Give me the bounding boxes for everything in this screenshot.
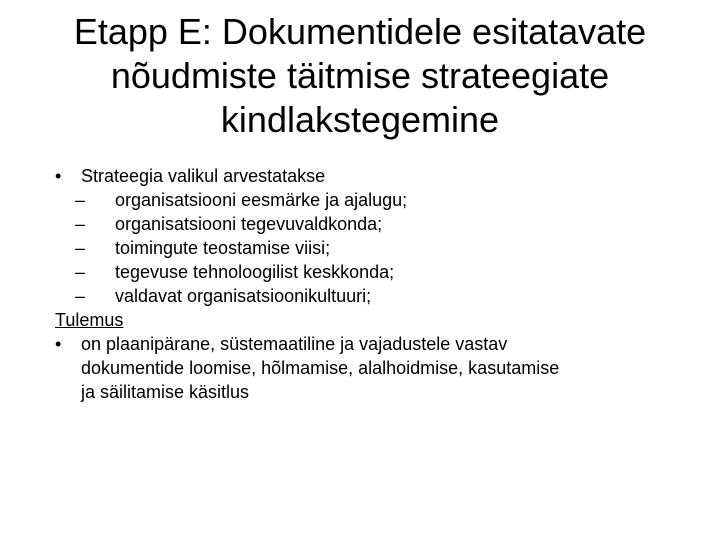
result-heading: Tulemus [55,310,124,330]
title-line-2: nõudmiste täitmise strateegiate [110,55,610,96]
sub-item-text: toimingute teostamise viisi; [115,238,331,258]
sub-item [55,188,695,212]
sub-item [55,260,695,284]
bullet-icon: • [55,166,62,186]
bullet-item-strategy [55,164,695,188]
title-line-3: kindlakstegemine [220,99,500,140]
result-line-3: ja säilitamise käsitlus [81,382,250,402]
result-line-1: on plaanipärane, süstemaatiline ja vajadustele vastav [81,334,508,354]
bullet-item-result [55,332,695,404]
sub-item-text: organisatsiooni tegevuvaldkonda; [115,214,383,234]
bullet-text: Strateegia valikul arvestatakse [81,166,326,186]
sub-item [55,236,695,260]
sub-item-text: organisatsiooni eesmärke ja ajalugu; [115,190,408,210]
slide-title [20,10,700,142]
dash-icon: – [75,190,86,210]
dash-icon: – [75,214,86,234]
sub-item [55,212,695,236]
bullet-icon: • [55,334,62,354]
sub-item-text: tegevuse tehnoloogilist keskkonda; [115,262,395,282]
sub-item [55,284,695,308]
title-line-1: Etapp E: Dokumentidele esitatavate [73,11,647,52]
result-line-2: dokumentide loomise, hõlmamise, alalhoidmise, kasutamise [81,358,560,378]
dash-icon: – [75,262,86,282]
dash-icon: – [75,286,86,306]
dash-icon: – [75,238,86,258]
slide-body [55,164,695,404]
sub-item-text: valdavat organisatsioonikultuuri; [115,286,372,306]
